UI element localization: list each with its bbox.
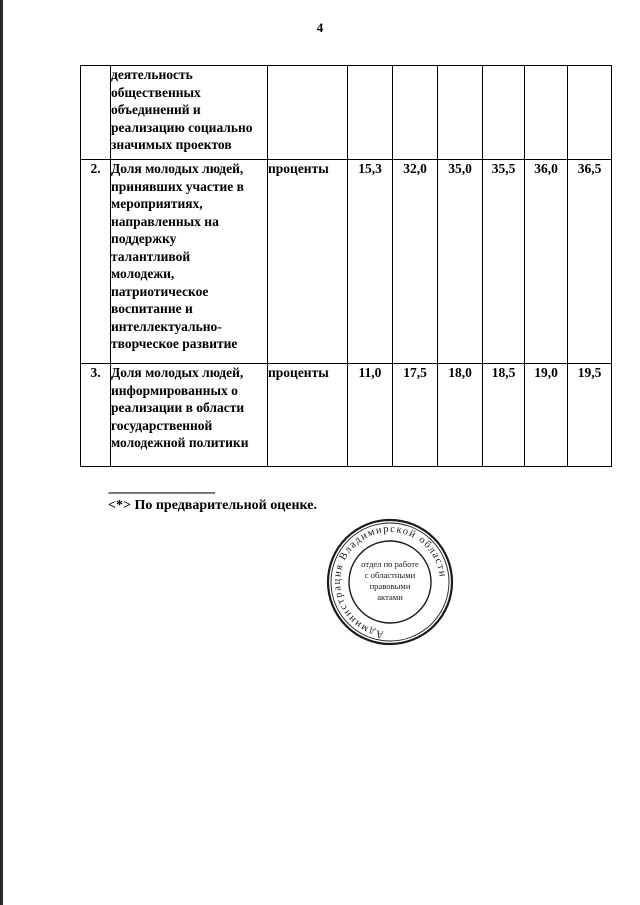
value-cell: 17,5	[393, 364, 438, 467]
indicator-name-line: патриотическое	[111, 283, 209, 299]
indicator-name-line: направленных на	[111, 213, 219, 229]
indicator-name-line: объединений и	[111, 102, 201, 117]
value-cell	[393, 66, 438, 160]
indicator-name	[111, 364, 268, 467]
value-cell: 11,0	[348, 364, 393, 467]
row-number: 3.	[81, 364, 111, 467]
indicator-name-line: информированных о	[111, 382, 238, 398]
value-cell	[568, 66, 612, 160]
indicator-name-line: воспитание и	[111, 301, 193, 316]
indicator-name-line: деятельность	[111, 67, 193, 82]
unit-cell: проценты	[268, 160, 348, 364]
indicator-name-line: общественных	[111, 84, 201, 100]
indicator-name-line: мероприятиях,	[111, 196, 203, 211]
value-cell: 19,0	[525, 364, 568, 467]
value-cell: 18,5	[483, 364, 525, 467]
indicators-table	[80, 65, 612, 467]
official-stamp	[326, 518, 454, 646]
value-cell	[438, 66, 483, 160]
table-row	[81, 364, 612, 467]
indicator-name	[111, 66, 268, 160]
unit-cell	[268, 66, 348, 160]
indicator-name-line: талантливой	[111, 248, 191, 264]
indicator-name-line: творческое развитие	[111, 336, 238, 351]
value-cell: 35,0	[438, 160, 483, 364]
stamp-center-line: отдел по работе	[361, 559, 419, 569]
stamp-center-line: актами	[377, 592, 403, 602]
indicator-name-line: реализацию социально	[111, 119, 253, 135]
value-cell: 15,3	[348, 160, 393, 364]
page-edge	[0, 0, 3, 905]
indicator-name-line: молодежи,	[111, 266, 175, 281]
indicator-name-line: Доля молодых людей,	[111, 365, 244, 380]
stamp-outer-text: Администрация Владимирской области	[331, 523, 448, 640]
value-cell	[483, 66, 525, 160]
unit-cell: проценты	[268, 364, 348, 467]
indicator-name-line: поддержку	[111, 231, 177, 246]
indicator-name-line: Доля молодых людей,	[111, 161, 244, 176]
indicator-name-line: государственной	[111, 417, 213, 433]
indicator-name-line: значимых проектов	[111, 137, 232, 152]
row-number: 2.	[81, 160, 111, 364]
footnote: <*> По предварительной оценке.	[108, 498, 317, 513]
indicator-name-line: принявших участие в	[111, 178, 244, 194]
footnote-separator: --------------------------------	[108, 484, 215, 499]
value-cell	[348, 66, 393, 160]
stamp-center-line: правовыми	[369, 581, 411, 591]
indicator-name	[111, 160, 268, 364]
value-cell: 36,0	[525, 160, 568, 364]
value-cell: 35,5	[483, 160, 525, 364]
value-cell: 19,5	[568, 364, 612, 467]
indicator-name-line: молодежной политики	[111, 435, 249, 450]
row-number	[81, 66, 111, 160]
value-cell	[525, 66, 568, 160]
indicator-name-line: интеллектуально-	[111, 318, 222, 334]
stamp-seal	[326, 518, 454, 646]
stamp-center-line: с областными	[364, 570, 416, 580]
value-cell: 36,5	[568, 160, 612, 364]
value-cell: 18,0	[438, 364, 483, 467]
indicator-name-line: реализации в области	[111, 400, 245, 415]
page-number: 4	[316, 20, 324, 35]
value-cell: 32,0	[393, 160, 438, 364]
table-row	[81, 160, 612, 364]
table-row	[81, 66, 612, 160]
